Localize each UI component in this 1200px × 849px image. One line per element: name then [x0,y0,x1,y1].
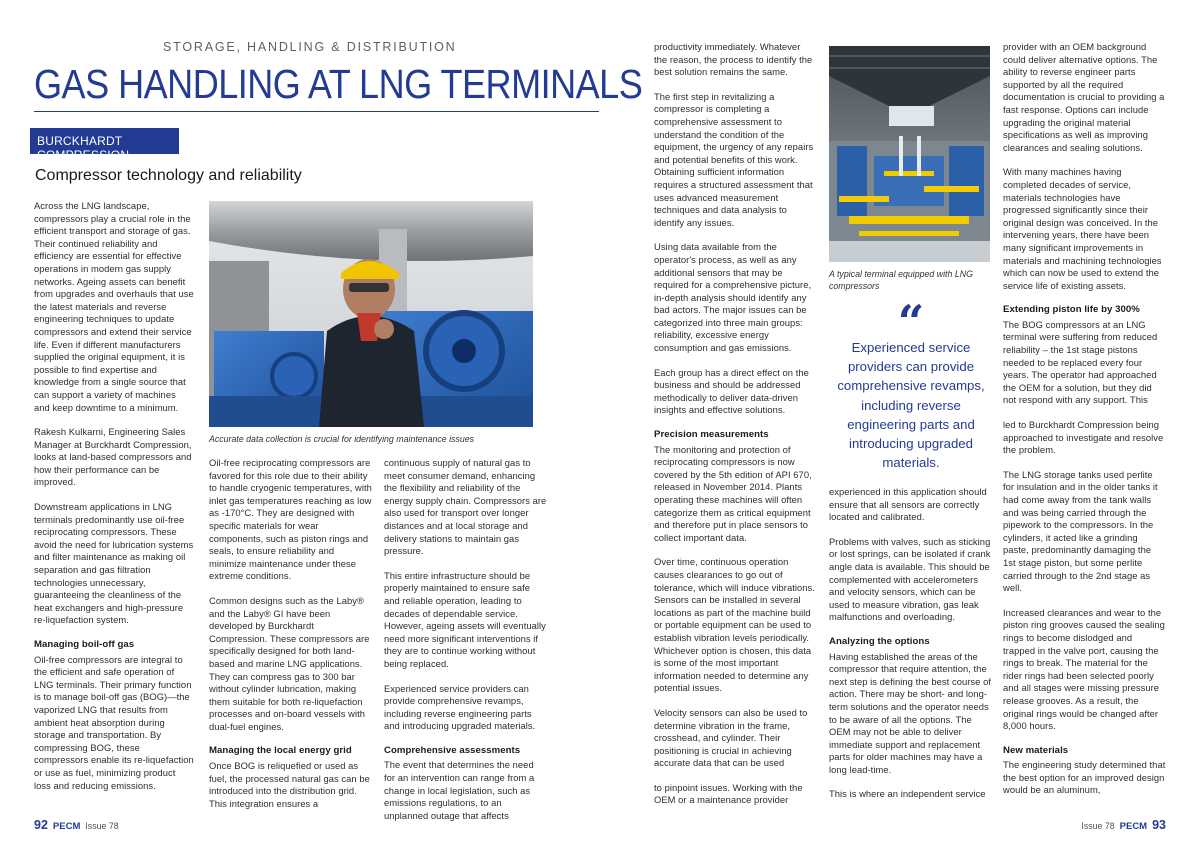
heading-piston-life: Extending piston life by 300% [1003,304,1140,316]
terminal-photo [829,46,990,262]
title-divider [34,111,599,112]
right-issue: Issue 78 [1081,821,1115,831]
col4-paragraph-4: Each group has a direct effect on the business and should be addressed methodically to deliver data-driven insights and effective solutions. [654,366,809,416]
col4-paragraph-6: Over time, continuous operation causes clearances to go out of tolerance, which will induce vibrations. Sensors can be installed in several locations as part of the machine build or portable equipment can be used to establish vibration levels periodically. Whichever option is chosen, this data is some of the most important information needed to determine any potential issues. [654,556,815,694]
col4-paragraph-5: The monitoring and protection of reciprocating compressors is now covered by the 5th edition of API 670, released in November 2014. Plants operating these machines will often categorize them as critical equipment and therefore put in place sensors to collect important data. [654,443,812,543]
col1-paragraph-4: Oil-free compressors are integral to the efficient and safe operation of LNG terminals. Their primary function is to manage boil-off gas (BOG)—the vaporized LNG that results from ambient heat absorption during storage and transportation. By compressing BOG, these compressors enable its re-liquefaction or use as fuel, minimizing product loss and reducing emissions. [34,653,194,791]
col4-paragraph-8: to pinpoint issues. Working with the OEM or a maintenance provider [654,781,803,806]
col1-paragraph-3: Downstream applications in LNG terminals predominantly use oil-free reciprocating compressors. These avoid the need for lubrication systems and filter maintenance as making oil separation and gas filtration technologies unnecessary, guaranteeing the cleanliness of the heat exchangers and high-pressure re-liquefaction system. [34,501,194,626]
col2-paragraph-3: Once BOG is reliquefied or used as fuel, the processed natural gas can be introduced into the distribution grid. This integration ensures a [209,760,370,809]
heading-boil-off: Managing boil-off gas [34,639,135,650]
page-title: GAS HANDLING AT LNG TERMINALS [34,61,643,107]
left-issue: Issue 78 [85,821,119,831]
left-page-number: 92 [34,818,48,832]
col5-paragraph-4: This is where an independent service [829,788,986,800]
article-subtitle: Compressor technology and reliability [35,167,302,184]
col5-paragraph-3: Having established the areas of the compressor that require attention, the next step is defining the best course of action. There may be short- and long-term solutions and the operator needs to be aware of all the options. The OEM may not be able to deliver immediate support and replacement parts for older machines may have a long lead-time. [829,650,991,775]
left-folio [34,818,119,832]
section-kicker: STORAGE, HANDLING & DISTRIBUTION [163,40,457,54]
col6-paragraph-1: provider with an OEM background could deliver alternative options. The ability to reverse engineer parts supported by all the required documentation is crucial to providing a fast response. Options can include upgrading the original material specifications as well as improving clearances and sealing solutions. [1003,41,1165,153]
col4-paragraph-7: Velocity sensors can also be used to determine vibration in the frame, crosshead, and cylinder. Their positioning is crucial in achieving accurate data that can be used [654,706,808,769]
worker-photo [209,201,533,427]
col6-paragraph-3: The BOG compressors at an LNG terminal were suffering from reduced reliability – the 1st stage pistons needed to be replaced every four years. The operator had approached the OEM for a solution, but they did not respond with any support. This [1003,318,1158,406]
col1-paragraph-1: Across the LNG landscape, compressors play a crucial role in the efficient transport and storage of gas. Their continued reliability and efficiency are essential for effective operations in modern gas supply networks. Ageing assets can benefit from upgrades and overhauls that use the latest materials and reverse engineering techniques to update compressors and extend their service life. Even if different manufacturers supplied the original equipment, it is possible to find expertise and knowledge from a single source that can support a variety of machines and keep downtime to a minimum. [34,200,194,413]
company-tag: BURCKHARDT COMPRESSION [30,128,179,154]
heading-energy-grid: Managing the local energy grid [209,745,352,757]
column-2 [209,457,372,822]
right-page-number: 93 [1152,818,1166,832]
col3-paragraph-2: This entire infrastructure should be properly maintained to ensure safe and reliable operation, leading to decades of dependable service. However, ageing assets will eventually need more significant interventions if they are to continue working without being replaced. [384,569,546,669]
quote-mark-icon: “ [897,295,925,349]
column-1 [34,200,194,804]
col6-paragraph-6: Increased clearances and wear to the piston ring grooves caused the sealing rings to become dislodged and trapped in the valve port, causing the rings to break. The material for the rider rings had been selected poorly and all stages were missing pressure release grooves. As a result, the original rings would be changed after 8,000 hours. [1003,606,1165,732]
col6-paragraph-5: The LNG storage tanks used perlite for insulation and in the older tanks it had come away from the tank walls and was being carried through the pipework to the compressors. In the cylinders, it acted like a grinding paste, predominantly damaging the 1st stage piston, but some perlite carried through to the 2nd stage as well. [1003,468,1158,594]
col4-paragraph-2: The first step in revitalizing a compressor is completing a comprehensive assessment to understand the condition of the equipment, the urgency of any repairs and potential benefits of this work. Obtaining sufficient information requires a structured assessment that uses advanced measurement techniques and data analysis to identify any issues. [654,90,814,228]
col6-paragraph-2: With many machines having completed decades of service, materials technologies have progressed significantly since their original design was conceived. In the intervening years, there have been many significant improvements in materials and machining technologies which can now be used to extend the service life of existing assets. [1003,166,1162,291]
col3-paragraph-4: The event that determines the need for an intervention can range from a change in local legislation, such as emissions regulations, to an unplanned outage that affects [384,759,535,821]
col4-paragraph-3: Using data available from the operator's process, as well as any additional sensors that may be required for a comprehensive picture, in-depth analysis should identify any bad actors. The major issues can be categorized into three main groups: reliability, excessive energy consumption and gas emissions. [654,241,812,354]
heading-analyzing: Analyzing the options [829,635,930,647]
column-3 [384,457,547,834]
heading-assessments: Comprehensive assessments [384,744,521,756]
col2-paragraph-1: Oil-free reciprocating compressors are favored for this role due to their ability to handle cryogenic temperatures, with inlet gas temperatures reaching as low as -170°C. They are designed with specific materials for wear components, such as piston rings and seals, to ensure reliability and minimize maintenance under these extreme conditions. [209,457,372,582]
col4-paragraph-1: productivity immediately. Whatever the reason, the process to identify the best solution remains the same. [654,41,813,78]
col5-paragraph-1: experienced in this application should ensure that all sensors are correctly located and calibrated. [829,486,987,523]
col6-paragraph-7: The engineering study determined that the best option for an improved design would be an aluminum, [1003,759,1166,796]
col3-paragraph-1: continuous supply of natural gas to meet consumer demand, enhancing the flexibility and reliability of the energy supply chain. Compressors are also used for transport over longer distances and at local storage and delivery stations to maintain gas pressure. [384,457,547,557]
left-brand: PECM [52,821,81,832]
heading-new-materials: New materials [1003,744,1069,756]
col3-paragraph-3: Experienced service providers can provide comprehensive revamps, including reverse engineering parts and introducing upgraded materials. [384,682,536,732]
column-5 [829,486,994,813]
heading-precision: Precision measurements [654,429,769,441]
terminal-photo-caption: A typical terminal equipped with LNG compressors [829,269,973,291]
column-4 [654,41,816,819]
right-brand: PECM [1119,821,1148,832]
col2-paragraph-2: Common designs such as the Laby® and the Laby® GI have been developed by Burckhardt Compression. These compressors are specifically designed for both land-based and marine LNG applications. They can compress gas to 300 bar without cylinder lubrication, making them suitable for both re-liquefaction processes and on-board vessels with dual-fuel engines. [209,594,370,732]
right-folio [1081,818,1166,832]
worker-photo-caption: Accurate data collection is crucial for identifying maintenance issues [209,434,475,444]
col1-paragraph-2: Rakesh Kulkarni, Engineering Sales Manager at Burckhardt Compression, looks at land-based compressors and how their performance can be improved. [34,426,192,488]
col5-paragraph-2: Problems with valves, such as sticking or lost springs, can be isolated if crank angle data is available. This should be complemented with accelerometers and velocity sensors, which can be used to measure vibration, gas leak malfunctions and overloading. [829,535,991,623]
pull-quote: Experienced service providers can provide comprehensive revamps, including reverse engineering parts and introducing upgraded materials. [837,340,985,471]
column-6 [1003,41,1166,809]
col6-paragraph-4: led to Burckhardt Compression being approached to investigate and resolve the problem. [1003,419,1164,456]
